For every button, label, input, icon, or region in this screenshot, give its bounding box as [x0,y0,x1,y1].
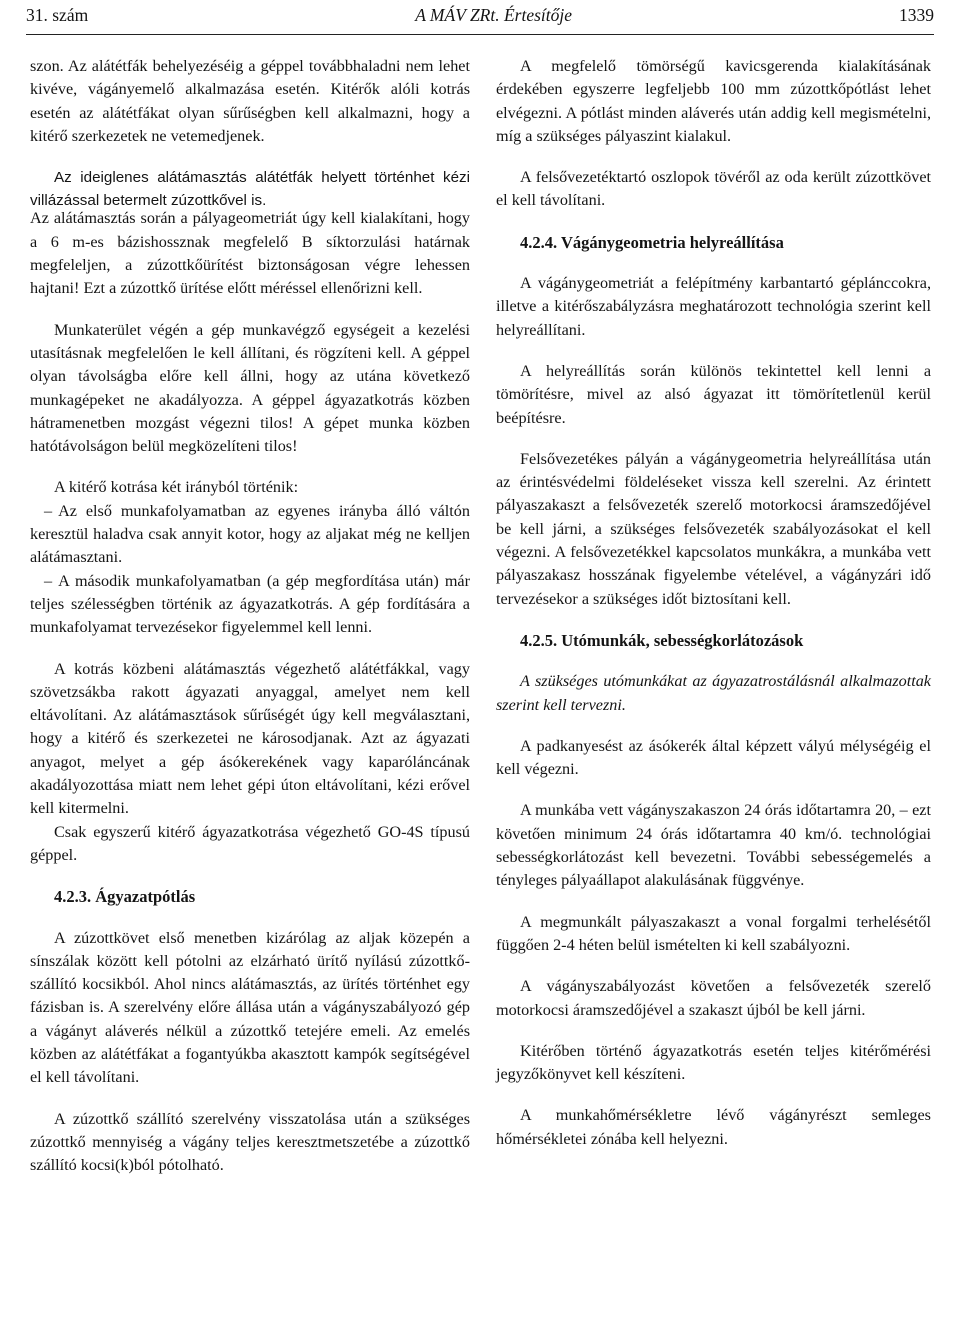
header-rule [26,34,934,35]
list-item [30,570,470,640]
paragraph: A zúzottkövet első menetben kizárólag az aljak közepén a sínszálak között kell pótolni az elzárható ürítő nyílású zúzottkő-szállító kocsikból. Ahol nincs alátámasztás, az ürítés történhet egy fázisban is. A szerelvény előre állása után a vágányszabályozó gép a vágányt aláverés nélkül a zúzottkő tetejére emeli. Az emelés közben az alátétfákat a fogantyúkba akasztott kampók segítségével el kell távolítani. [30,928,470,1087]
right-column [496,55,931,1169]
paragraph: Munkaterület végén a gép munkavégző egységeit a kezelési utasításnak megfelelően le kell állítani, és rögzíteni kell. A géppel olyan távolságba előre kell állni, hogy az utána következő munkagépeket ne akadályozza. A géppel ágyazatkotrás közben hátramenetben mozgást végezni tilos! A gépet munka közben hatótávolságon belül megközelíteni tilos! [30,320,470,456]
paragraph: A munkába vett vágányszakaszon 24 órás időtartamra 20, – ezt követően minimum 24 órás időtartamra 40 km/ó. technológiai sebességkorlátozást kell bevezetni. További sebességemelés a tényleges pályaállapot alakulásának függvénye. [496,801,931,890]
paragraph: szon. Az alátétfák behelyezéséig a géppel továbbhaladni nem lehet kivéve, vágányemelő alkalmazása esetén. Kitérők alóli kotrás esetén az alátétfákat olyan sűrűségben kell alkalmazni, hogy a kitérő szerkezetek ne vetemedjenek. [30,57,470,145]
paragraph: A zúzottkő szállító szerelvény visszatolása után a szükséges zúzottkő mennyiség a vágány teljes keresztmetszetébe a zúzottkő szállító kocsi(k)ból pótolható. [30,1109,470,1175]
section-heading: 4.2.5. Utómunkák, sebességkorlátozások [520,630,804,650]
paragraph: A padkanyesést az ásókerék által képzett vályú mélységéig el kell végezni. [496,736,931,779]
list-item [30,500,470,570]
dash-bullet: – [44,501,53,520]
paragraph: A kotrás közbeni alátámasztás végezhető alátétfákkal, vagy szövetzsákba rakott ágyazati anyaggal, amelyet nem kell eltávolítani. Az alátámasztások sűrűségét úgy kell megválasztani, hogy a kitérő és szerkezetei ne károsodjanak. Azt az ágyazati anyagot, melyet a gép ásókerekének vagy kaparóláncának akadályozottása miatt nem lehet gépi úton eltávolítani, kézi erővel kell kitermelni. [30,659,470,818]
paragraph: A szükséges utómunkákat az ágyazatrostálásnál alkalmazottak szerint kell tervezni. [496,672,931,714]
page-header [26,5,934,29]
issue-number: 31. szám [26,5,89,25]
page-number: 1339 [899,5,934,25]
paragraph: Az alátámasztás során a pályageometriát úgy kell kialakítani, hogy a 6 m-es bázishossznak megfelelő B síktorzulási határnak megfeleljen, a zúzottkőürítést biztonságosan végre lehessen hajtani! Ezt a zúzottkő ürítése előtt méréssel ellenőrizni kell. [30,209,470,298]
paragraph: A vágánygeometriát a felépítmény karbantartó géplánccokra, illetve a kitérőszabályzásra meghatározott technológia szerint kell helyreállítani. [496,274,931,339]
list-item-text: A második munkafolyamatban (a gép megfordítása után) már teljes szélességben történik az ágyazatkotrás. A gép fordítására a munkafolyamat tervezésekor figyelemmel kell lenni. [30,571,470,637]
dash-bullet: – [44,571,53,590]
paragraph: A megfelelő tömörségű kavicsgerenda kialakításának érdekében egyszerre legfeljebb 100 mm zúzottkőpótlást lehet elvégezni. A pótlást minden aláverés után addig kell megismételni, míg a szükséges pályaszint kialakul. [496,57,931,145]
paragraph: A helyreállítás során különös tekintettel kell lenni a tömörítésre, mivel az alsó ágyazat itt tömörítetlenül kerül beépítésre. [496,361,931,427]
paragraph: A munkahőmérsékletre lévő vágányrészt semleges hőmérsékletei zónába kell helyezni. [496,1106,931,1148]
paragraph: Csak egyszerű kitérő ágyazatkotrása végezhető GO-4S típusú géppel. [30,822,470,864]
section-heading: 4.2.4. Vágánygeometria helyreállítása [520,232,784,252]
paragraph: Az ideiglenes alátámasztás alátétfák helyett történhet kézi villázással betermelt zúzottkővel is. [30,169,470,210]
paragraph: A vágányszabályozást követően a felsővezeték szerelő motorkocsi áramszedőjével a szakaszt újból be kell járni. [496,977,931,1019]
paragraph: A felsővezetéktartó oszlopok tövéről az oda került zúzottkövet el kell távolítani. [496,168,931,210]
paragraph: A kitérő kotrása két irányból történik: [54,478,299,497]
publication-title: A MÁV ZRt. Értesítője [415,5,573,25]
section-heading: 4.2.3. Ágyazatpótlás [54,887,196,907]
list-item-text: Az első munkafolyamatban az egyenes irányba álló váltón keresztül haladva csak annyit kotor, hogy az aljakat még ne kelljen alátámasztani. [30,501,470,567]
paragraph: A megmunkált pályaszakaszt a vonal forgalmi terhelésétől függően 2-4 héten belül ismételten ki kell szabályozni. [496,912,931,954]
paragraph: Kitérőben történő ágyazatkotrás esetén teljes kitérőmérési jegyzőkönyvet kell készíteni. [496,1041,931,1084]
paragraph: Felsővezetékes pályán a vágánygeometria helyreállítása után az érintésvédelmi földeléseket vissza kell szerelni. Az érintett pályaszakaszt a felsővezeték szerelő motorkocsi áramszedőjével be kell járni, a szükséges felsővezeték szabályozásokat el kell végezni. A felsővezetékkel kapcsolatos munkákra, a munkába vett pályaszakasz hosszának figyelembe vételével, a vágányzári idő tervezésekor a szükséges időt biztosítani kell. [496,449,931,608]
left-column [30,55,470,1195]
